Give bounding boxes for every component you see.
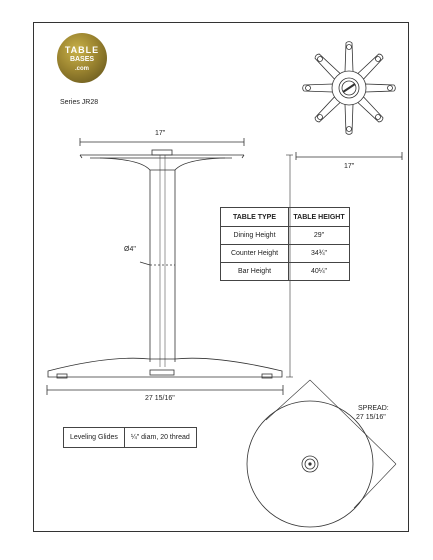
spider-plate-top-view (296, 42, 402, 160)
glides-value: ¼" diam, 20 thread (130, 434, 190, 441)
table-row (221, 263, 350, 281)
round-base-top-view (247, 380, 396, 527)
logo-text-line3: .com (74, 66, 89, 72)
logo-text-line2: BASES (69, 56, 95, 63)
row-height: 40¼" (289, 263, 350, 281)
row-height: 34¾" (289, 245, 350, 263)
top-width-dimension: 17" (155, 130, 166, 137)
table-height-chart (220, 207, 350, 281)
table-row (221, 245, 350, 263)
header-table-height: TABLE HEIGHT (289, 208, 350, 227)
row-type: Dining Height (221, 227, 289, 245)
spider-arm (345, 42, 353, 72)
base-width-dimension: 27 15/16" (145, 395, 175, 402)
row-height: 29" (289, 227, 350, 245)
plate-width-dimension: 17" (344, 163, 355, 170)
row-type: Counter Height (221, 245, 289, 263)
spread-label: SPREAD: (358, 405, 389, 412)
row-type: Bar Height (221, 263, 289, 281)
column-diameter-dimension: Ø4" (124, 246, 136, 253)
logo-text-line1: TABLE (64, 45, 100, 55)
table-header-row (221, 208, 350, 227)
series-label: Series JR28 (60, 99, 99, 106)
leveling-glides-spec (63, 427, 197, 448)
spread-value: 27 15/16" (356, 414, 386, 421)
glides-label: Leveling Glides (64, 428, 125, 447)
table-row (221, 227, 350, 245)
header-table-type: TABLE TYPE (221, 208, 289, 227)
